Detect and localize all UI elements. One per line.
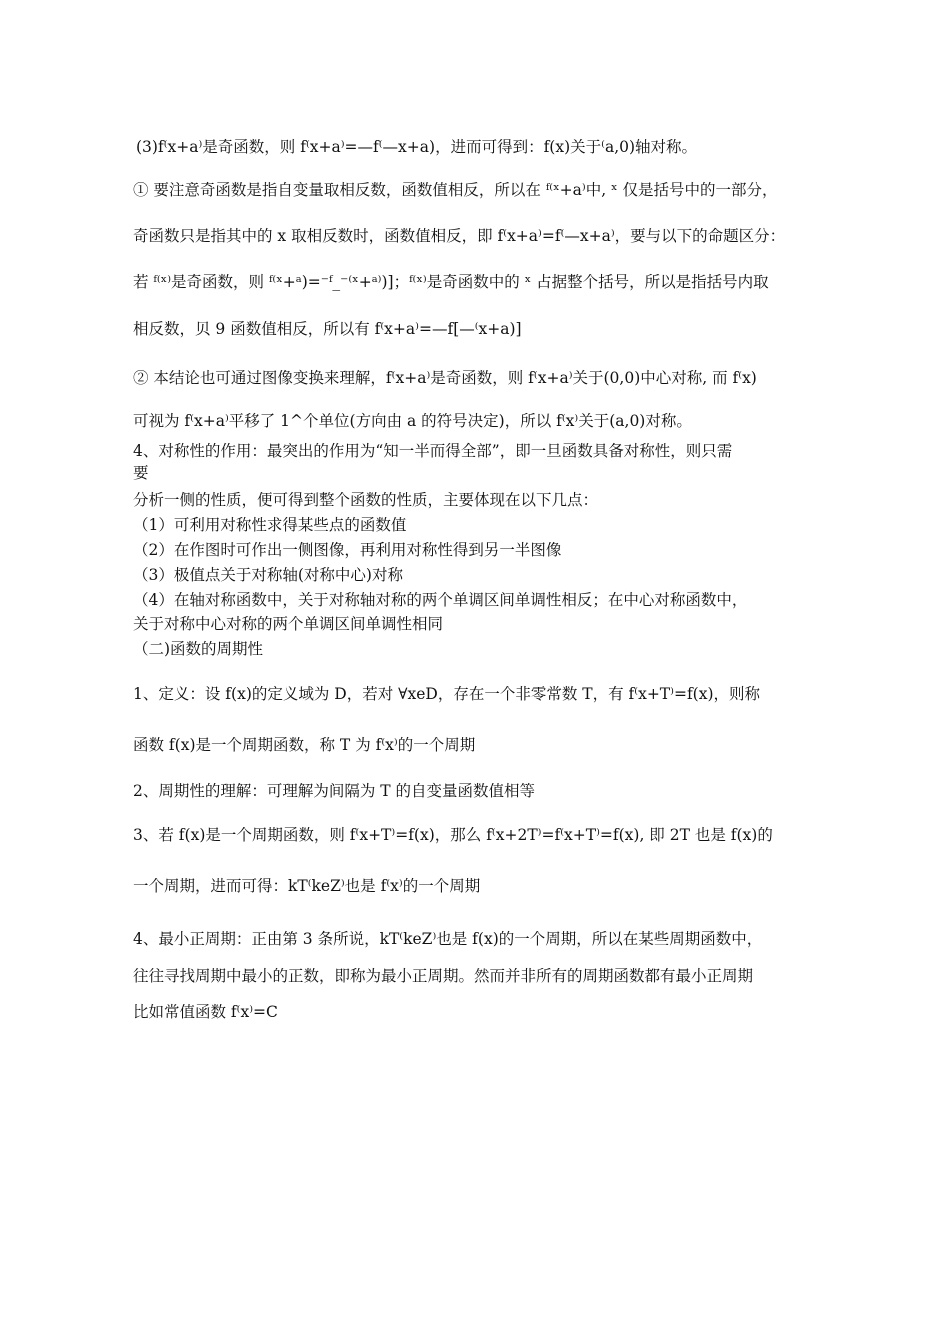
text-line-1: (3)f⁽x+a⁾是奇函数，则 f⁽x+a⁾=—f⁽—x+a)，进而可得到：f(x)关于⁽a,0)轴对称。 — [136, 138, 698, 156]
text-line-10: 分析一侧的性质，便可得到整个函数的性质，主要体现在以下几点： — [133, 491, 599, 509]
text-line-8: 4、对称性的作用：最突出的作用为“知一半而得全部”，即一旦函数具备对称性，则只需 — [133, 442, 733, 460]
text-line-7: 可视为 f⁽x+a⁾平移了 1^个单位(方向由 a 的符号决定)，所以 f⁽x⁾关于(a,0)对称。 — [133, 412, 692, 430]
text-line-24: 比如常值函数 f⁽x⁾=C — [133, 1003, 278, 1021]
text-line-15: 关于对称中心对称的两个单调区间单调性相同 — [133, 615, 444, 633]
list-item-1: （1）可利用对称性求得某些点的函数值 — [133, 516, 407, 534]
text-line-17: 1、定义：设 f(x)的定义域为 D，若对 ∀xeD，存在一个非零常数 T，有 f⁽x+T⁾=f(x)，则称 — [133, 685, 761, 703]
list-item-4: （4）在轴对称函数中，关于对称轴对称的两个单调区间单调性相反；在中心对称函数中， — [133, 591, 748, 609]
text-line-18: 函数 f(x)是一个周期函数，称 T 为 f⁽x⁾的一个周期 — [133, 736, 476, 754]
text-line-6: ② 本结论也可通过图像变换来理解，f⁽x+a⁾是奇函数，则 f⁽x+a⁾关于(0,0)中心对称, 而 f⁽x) — [133, 369, 757, 387]
text-line-23: 往往寻找周期中最小的正数，即称为最小正周期。然而并非所有的周期函数都有最小正周期 — [133, 967, 754, 985]
text-line-9: 要 — [133, 464, 149, 482]
list-item-3: （3）极值点关于对称轴(对称中心)对称 — [133, 566, 403, 584]
text-line-22: 4、最小正周期：正由第 3 条所说，kT⁽keZ⁾也是 f(x)的一个周期，所以在某些周期函数中， — [133, 930, 763, 948]
section-heading-periodicity: （二)函数的周期性 — [133, 640, 264, 658]
text-line-21: 一个周期，进而可得：kT⁽keZ⁾也是 f⁽x⁾的一个周期 — [133, 877, 481, 895]
text-line-20: 3、若 f(x)是一个周期函数，则 f⁽x+T⁾=f(x)，那么 f⁽x+2T⁾=f⁽x+T⁾=f(x), 即 2T 也是 f(x)的 — [133, 826, 773, 844]
list-item-2: （2）在作图时可作出一侧图像，再利用对称性得到另一半图像 — [133, 541, 562, 559]
text-line-5: 相反数，贝 9 函数值相反，所以有 f⁽x+a⁾=—f[—⁽x+a)] — [133, 320, 522, 338]
text-line-2: ① 要注意奇函数是指自变量取相反数，函数值相反，所以在 ᶠ⁽ˣ+a⁾中, ˣ 仅是括号中的一部分， — [133, 181, 778, 199]
text-line-4: 若 ᶠ⁽ˣ⁾是奇函数，则 ᶠ⁽ˣ+ᵃ)=⁻ᶠ_⁻⁽ˣ+ᵃ⁾)]；ᶠ⁽ˣ⁾是奇函数中的 ˣ 占据整个括号，所以是指括号内取 — [133, 273, 769, 291]
text-line-3: 奇函数只是指其中的 x 取相反数时，函数值相反，即 f⁽x+a⁾=f⁽—x+a⁾，要与以下的命题区分： — [133, 227, 786, 245]
text-line-19: 2、周期性的理解：可理解为间隔为 T 的自变量函数值相等 — [133, 782, 536, 800]
